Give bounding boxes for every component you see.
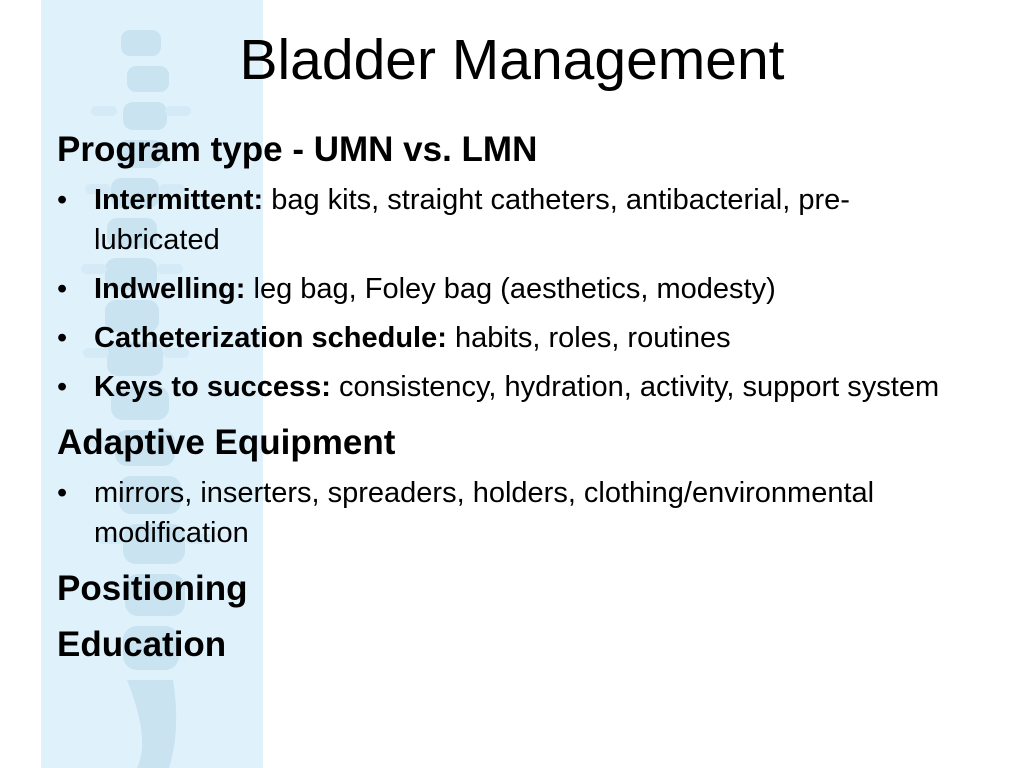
bullet-icon: • [57,273,68,305]
heading-positioning: Positioning [57,569,248,608]
bullet-icon: • [57,371,68,403]
list-item-adaptive-tools [57,473,957,553]
item-text: consistency, hydration, activity, support system [330,371,940,403]
item-label: Catheterization schedule: [94,322,447,354]
bullet-icon: • [57,322,68,354]
bullet-icon: • [57,477,68,509]
item-label: Indwelling: [94,273,246,305]
item-text: leg bag, Foley bag (aesthetics, modesty) [245,273,776,305]
heading-education: Education [57,625,227,664]
list-item-intermittent [57,180,957,260]
heading-program-type: Program type - UMN vs. LMN [57,130,538,169]
item-text: bag kits, straight catheters, antibacterial, pre-lubricated [94,184,850,256]
heading-adaptive-equipment: Adaptive Equipment [57,423,396,462]
list-item-indwelling [57,269,957,309]
list-item-catheterization-schedule [57,318,957,358]
bullet-icon: • [57,184,68,216]
adaptive-equipment-list [57,473,957,553]
item-label: Keys to success: [94,371,331,403]
item-text: mirrors, inserters, spreaders, holders, clothing/environmental modification [94,477,875,549]
program-type-list [57,180,957,407]
slide-body [57,128,957,667]
item-label: Intermittent: [94,184,264,216]
item-text: habits, roles, routines [446,322,731,354]
list-item-keys-to-success [57,367,957,407]
slide-title: Bladder Management [239,28,785,92]
